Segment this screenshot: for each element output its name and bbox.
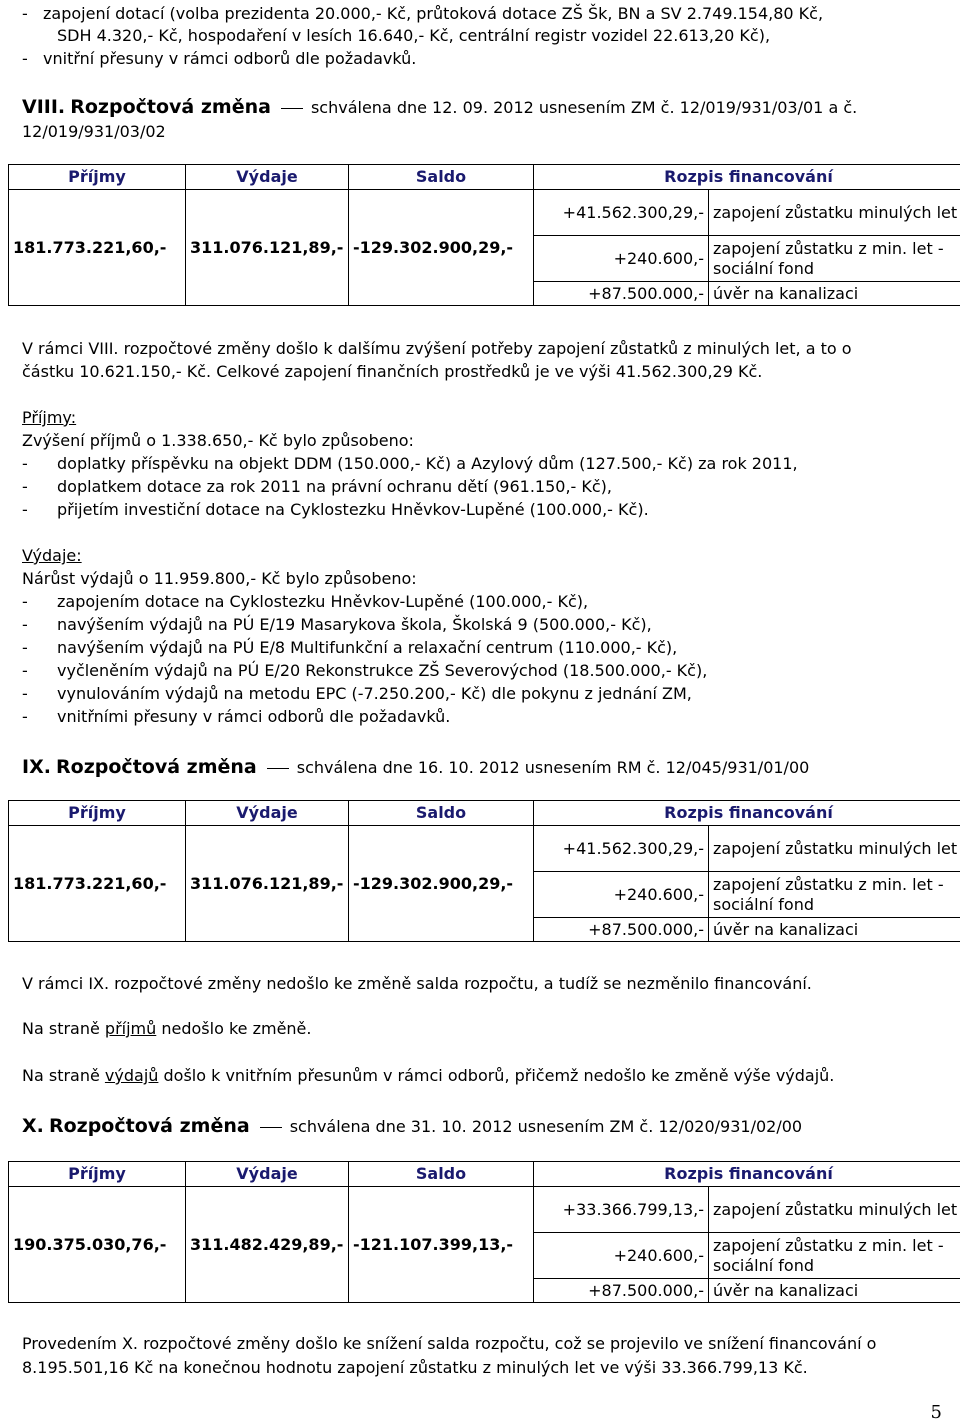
text-line: - vnitřní přesuny v rámci odborů dle požadavků. bbox=[22, 49, 417, 68]
list-item: - navýšením výdajů na PÚ E/19 Masarykova škola, Školská 9 (500.000,- Kč), bbox=[22, 615, 652, 634]
header-saldo: Saldo bbox=[349, 1162, 534, 1187]
paragraph-line: V rámci VIII. rozpočtové změny došlo k dalšímu zvýšení potřeby zapojení zůstatků z minulých let, a to o bbox=[22, 339, 852, 358]
header-saldo: Saldo bbox=[349, 165, 534, 190]
cell-vydaje: 311.482.429,89,- bbox=[186, 1187, 349, 1303]
cell-amount: +87.500.000,- bbox=[534, 282, 709, 306]
cell-amount: +41.562.300,29,- bbox=[534, 826, 709, 872]
page-number: 5 bbox=[930, 1402, 942, 1423]
cell-prijmy: 181.773.221,60,- bbox=[9, 826, 186, 942]
cell-amount: +240.600,- bbox=[534, 236, 709, 282]
section-number: IX. bbox=[22, 756, 51, 778]
section-heading bbox=[22, 1115, 802, 1138]
header-vydaje: Výdaje bbox=[186, 801, 349, 826]
cell-amount: +87.500.000,- bbox=[534, 1279, 709, 1303]
header-rozpis: Rozpis financování bbox=[534, 1162, 960, 1187]
cell-description: úvěr na kanalizaci bbox=[709, 282, 960, 306]
header-prijmy: Příjmy bbox=[9, 165, 186, 190]
cell-description: zapojení zůstatku z min. let - sociální fond bbox=[709, 236, 960, 282]
list-item: - přijetím investiční dotace na Cyklostezku Hněvkov-Lupěné (100.000,- Kč). bbox=[22, 500, 649, 519]
prijmy-label: Příjmy: bbox=[22, 408, 77, 427]
section-approval: schválena dne 31. 10. 2012 usnesením ZM č. 12/020/931/02/00 bbox=[289, 1117, 803, 1136]
section-heading bbox=[22, 96, 857, 119]
paragraph-line: Provedením X. rozpočtové změny došlo ke snížení salda rozpočtu, což se projevilo ve snížení financování o bbox=[22, 1334, 877, 1353]
section-number: X. bbox=[22, 1115, 44, 1137]
section-approval: schválena dne 16. 10. 2012 usnesením RM č. 12/045/931/01/00 bbox=[296, 758, 810, 777]
list-item: - zapojením dotace na Cyklostezku Hněvkov-Lupěné (100.000,- Kč), bbox=[22, 592, 589, 611]
paragraph-line: Na straně příjmů nedošlo ke změně. bbox=[22, 1019, 312, 1038]
cell-amount: +240.600,- bbox=[534, 1233, 709, 1279]
list-item: - doplatkem dotace za rok 2011 na právní ochranu dětí (961.150,- Kč), bbox=[22, 477, 613, 496]
cell-prijmy: 181.773.221,60,- bbox=[9, 190, 186, 306]
cell-amount: +240.600,- bbox=[534, 872, 709, 918]
list-item: - vnitřními přesuny v rámci odborů dle požadavků. bbox=[22, 707, 451, 726]
financing-table bbox=[8, 164, 960, 306]
section-approval: schválena dne 12. 09. 2012 usnesením ZM č. 12/019/931/03/01 a č. bbox=[310, 98, 858, 117]
section-title: Rozpočtová změna bbox=[48, 1115, 250, 1137]
cell-description: zapojení zůstatku minulých let bbox=[709, 190, 960, 236]
header-rozpis: Rozpis financování bbox=[534, 165, 960, 190]
vydaje-intro: Nárůst výdajů o 11.959.800,- Kč bylo způsobeno: bbox=[22, 569, 417, 588]
cell-amount: +33.366.799,13,- bbox=[534, 1187, 709, 1233]
cell-saldo: -121.107.399,13,- bbox=[349, 1187, 534, 1303]
financing-table bbox=[8, 1161, 960, 1303]
paragraph-line: 8.195.501,16 Kč na konečnou hodnotu zapojení zůstatku z minulých let ve výši 33.366.799,13 Kč. bbox=[22, 1358, 808, 1377]
section-approval-cont: 12/019/931/03/02 bbox=[22, 122, 166, 141]
paragraph-line: V rámci IX. rozpočtové změny nedošlo ke změně salda rozpočtu, a tudíž se nezměnilo financování. bbox=[22, 974, 812, 993]
list-item: - doplatky příspěvku na objekt DDM (150.000,- Kč) a Azylový dům (127.500,- Kč) za rok 2011, bbox=[22, 454, 798, 473]
text-line: - zapojení dotací (volba prezidenta 20.000,- Kč, průtoková dotace ZŠ Šk, BN a SV 2.749.154,80 Kč, bbox=[22, 4, 824, 23]
cell-amount: +41.562.300,29,- bbox=[534, 190, 709, 236]
cell-vydaje: 311.076.121,89,- bbox=[186, 190, 349, 306]
header-prijmy: Příjmy bbox=[9, 1162, 186, 1187]
cell-saldo: -129.302.900,29,- bbox=[349, 190, 534, 306]
cell-saldo: -129.302.900,29,- bbox=[349, 826, 534, 942]
cell-vydaje: 311.076.121,89,- bbox=[186, 826, 349, 942]
section-heading bbox=[22, 756, 809, 779]
paragraph-line: Na straně výdajů došlo k vnitřním přesunům v rámci odborů, přičemž nedošlo ke změně výše výdajů. bbox=[22, 1066, 835, 1085]
list-item: - vynulováním výdajů na metodu EPC (-7.250.200,- Kč) dle pokynu z jednání ZM, bbox=[22, 684, 692, 703]
cell-prijmy: 190.375.030,76,- bbox=[9, 1187, 186, 1303]
cell-description: zapojení zůstatku z min. let - sociální fond bbox=[709, 1233, 960, 1279]
vydaje-label: Výdaje: bbox=[22, 546, 82, 565]
text-line: SDH 4.320,- Kč, hospodaření v lesích 16.640,- Kč, centrální registr vozidel 22.613,20 Kč), bbox=[57, 26, 771, 45]
list-item: - vyčleněním výdajů na PÚ E/20 Rekonstrukce ZŠ Severovýchod (18.500.000,- Kč), bbox=[22, 661, 708, 680]
list-item: - navýšením výdajů na PÚ E/8 Multifunkční a relaxační centrum (110.000,- Kč), bbox=[22, 638, 678, 657]
dash-separator bbox=[267, 768, 289, 769]
prijmy-intro: Zvýšení příjmů o 1.338.650,- Kč bylo způsobeno: bbox=[22, 431, 414, 450]
section-number: VIII. bbox=[22, 96, 66, 118]
dash-separator bbox=[281, 108, 303, 109]
header-rozpis: Rozpis financování bbox=[534, 801, 960, 826]
dash-separator bbox=[260, 1127, 282, 1128]
section-title: Rozpočtová změna bbox=[56, 756, 257, 778]
cell-description: zapojení zůstatku minulých let bbox=[709, 826, 960, 872]
cell-description: úvěr na kanalizaci bbox=[709, 1279, 960, 1303]
header-vydaje: Výdaje bbox=[186, 165, 349, 190]
cell-description: úvěr na kanalizaci bbox=[709, 918, 960, 942]
financing-table bbox=[8, 800, 960, 942]
cell-amount: +87.500.000,- bbox=[534, 918, 709, 942]
header-prijmy: Příjmy bbox=[9, 801, 186, 826]
cell-description: zapojení zůstatku minulých let bbox=[709, 1187, 960, 1233]
header-vydaje: Výdaje bbox=[186, 1162, 349, 1187]
paragraph-line: částku 10.621.150,- Kč. Celkové zapojení finančních prostředků je ve výši 41.562.300,29 Kč. bbox=[22, 362, 763, 381]
cell-description: zapojení zůstatku z min. let - sociální fond bbox=[709, 872, 960, 918]
section-title: Rozpočtová změna bbox=[70, 96, 271, 118]
header-saldo: Saldo bbox=[349, 801, 534, 826]
